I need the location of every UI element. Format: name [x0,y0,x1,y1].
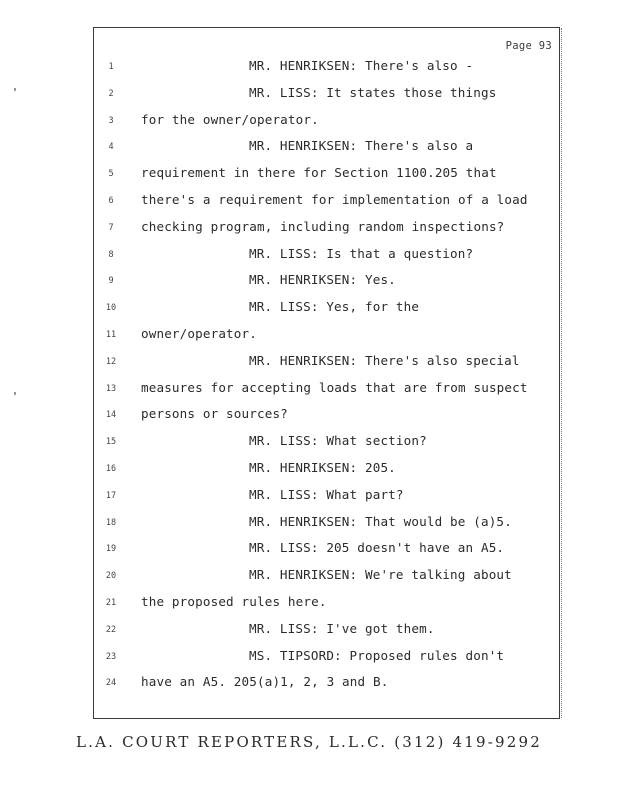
line-text: measures for accepting loads that are from suspect [141,379,528,395]
line-number: 8 [108,249,114,260]
line-text: MS. TIPSORD: Proposed rules don't [249,647,505,663]
line-text: the proposed rules here. [141,593,327,609]
line-text: MR. HENRIKSEN: 205. [249,459,396,475]
line-number: 20 [105,571,117,582]
line-text: MR. LISS: Is that a question? [249,245,474,261]
line-text: MR. HENRIKSEN: There's also a [249,138,474,154]
transcript-line [94,165,559,192]
line-number: 2 [108,88,114,99]
line-number: 17 [105,490,117,501]
transcript-line [94,85,559,112]
line-number: 10 [105,303,117,314]
transcript-line [94,540,559,567]
line-number: 14 [105,410,117,421]
transcript-line [94,246,559,273]
line-text: persons or sources? [141,406,288,422]
line-number: 5 [108,169,114,180]
line-number: 6 [108,195,114,206]
line-number: 22 [105,624,117,635]
line-text: requirement in there for Section 1100.205 that [141,165,497,181]
line-text: MR. LISS: I've got them. [249,620,435,636]
line-text: MR. LISS: What section? [249,433,427,449]
line-number: 3 [108,115,114,126]
transcript-line [94,674,559,701]
line-number: 16 [105,463,117,474]
line-text: MR. HENRIKSEN: Yes. [249,272,396,288]
line-text: there's a requirement for implementation of a load [141,191,528,207]
line-text: MR. LISS: Yes, for the [249,299,420,315]
line-text: have an A5. 205(a)1, 2, 3 and B. [141,674,389,690]
transcript-line [94,192,559,219]
transcript-line [94,514,559,541]
scan-mark-top-left [14,88,16,91]
line-number: 9 [108,276,114,287]
line-number: 11 [105,329,117,340]
transcript-line [94,621,559,648]
line-number: 7 [108,222,114,233]
line-number: 1 [108,62,114,72]
transcript-line [94,487,559,514]
transcript-line [94,299,559,326]
transcript-line [94,648,559,675]
line-number: 4 [108,142,114,153]
line-text: MR. HENRIKSEN: There's also - [249,58,474,73]
line-number: 15 [105,437,117,448]
transcript-line [94,138,559,165]
line-number: 24 [105,678,117,689]
transcript-line [94,433,559,460]
transcript-line [94,272,559,299]
line-number: 19 [105,544,117,555]
line-text: for the owner/operator. [141,111,319,127]
line-number: 12 [105,356,117,367]
line-text: checking program, including random inspections? [141,218,505,234]
transcript-line [94,406,559,433]
line-text: MR. HENRIKSEN: That would be (a)5. [249,513,512,529]
scan-mark-mid-left [14,392,16,395]
transcript-line [94,460,559,487]
line-text: MR. LISS: 205 doesn't have an A5. [249,540,505,556]
line-number: 21 [105,597,117,608]
court-reporter-footer: L.A. COURT REPORTERS, L.L.C. (312) 419-9292 [75,733,543,751]
page-number: Page 93 [505,40,552,52]
line-text: MR. HENRIKSEN: We're talking about [249,567,512,583]
transcript-body [94,58,559,701]
transcript-line [94,326,559,353]
transcript-line [94,219,559,246]
transcript-line [94,380,559,407]
transcript-line [94,594,559,621]
line-text: MR. HENRIKSEN: There's also special [249,352,520,368]
transcript-line [94,353,559,380]
line-text: owner/operator. [141,325,257,341]
transcript-line [94,567,559,594]
line-number: 13 [105,383,117,394]
line-number: 18 [105,517,117,528]
transcript-line [94,112,559,139]
line-text: MR. LISS: It states those things [249,84,497,100]
line-number: 23 [105,651,117,662]
transcript-page [93,27,560,719]
transcript-line [94,58,559,85]
line-text: MR. LISS: What part? [249,486,404,502]
